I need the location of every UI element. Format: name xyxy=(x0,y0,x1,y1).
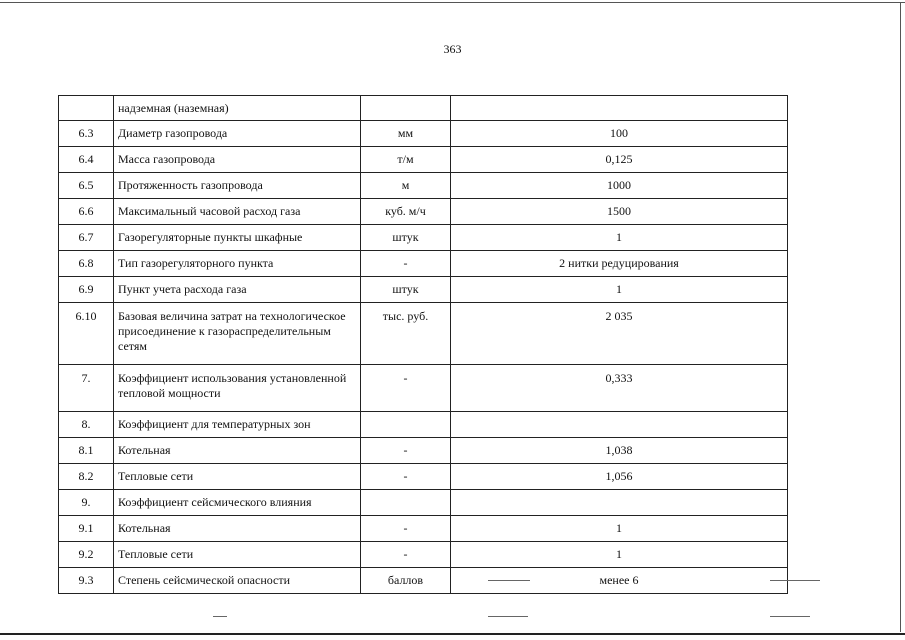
table-row xyxy=(59,225,788,251)
row-value: 1,056 xyxy=(451,464,788,490)
row-unit: тыс. руб. xyxy=(361,303,451,365)
row-value: 2 нитки редуцирования xyxy=(451,251,788,277)
row-unit: - xyxy=(361,464,451,490)
row-value: 100 xyxy=(451,121,788,147)
row-value xyxy=(451,96,788,121)
table-row xyxy=(59,303,788,365)
row-unit: м xyxy=(361,173,451,199)
row-value xyxy=(451,412,788,438)
row-name: Коэффициент для температурных зон xyxy=(114,412,361,438)
row-name: Протяженность газопровода xyxy=(114,173,361,199)
row-number: 6.10 xyxy=(59,303,114,365)
row-unit: - xyxy=(361,251,451,277)
row-name: Тип газорегуляторного пункта xyxy=(114,251,361,277)
table-row xyxy=(59,365,788,412)
table-row xyxy=(59,542,788,568)
row-unit: куб. м/ч xyxy=(361,199,451,225)
table-row xyxy=(59,121,788,147)
row-name: Коэффициент сейсмического влияния xyxy=(114,490,361,516)
row-number: 6.8 xyxy=(59,251,114,277)
page-top-edge xyxy=(0,2,905,3)
scan-mark xyxy=(488,580,530,581)
row-number: 9.3 xyxy=(59,568,114,594)
row-name: Котельная xyxy=(114,516,361,542)
row-name: Котельная xyxy=(114,438,361,464)
row-unit: баллов xyxy=(361,568,451,594)
row-number: 9. xyxy=(59,490,114,516)
row-name: Базовая величина затрат на технологическое присоединение к газораспределительным сетям xyxy=(114,303,361,365)
row-name: Тепловые сети xyxy=(114,464,361,490)
table-row xyxy=(59,199,788,225)
row-number: 8.1 xyxy=(59,438,114,464)
table-row xyxy=(59,490,788,516)
row-number: 7. xyxy=(59,365,114,412)
row-unit: - xyxy=(361,438,451,464)
row-unit xyxy=(361,490,451,516)
row-number: 8. xyxy=(59,412,114,438)
row-name: Максимальный часовой расход газа xyxy=(114,199,361,225)
table-row xyxy=(59,464,788,490)
row-name: надземная (наземная) xyxy=(114,96,361,121)
row-unit: - xyxy=(361,365,451,412)
row-value: 1000 xyxy=(451,173,788,199)
row-number xyxy=(59,96,114,121)
row-name: Степень сейсмической опасности xyxy=(114,568,361,594)
table-row xyxy=(59,173,788,199)
scan-mark xyxy=(213,616,227,617)
page-right-edge xyxy=(900,2,901,632)
row-value: 1,038 xyxy=(451,438,788,464)
row-number: 6.5 xyxy=(59,173,114,199)
scan-mark xyxy=(770,616,810,617)
row-unit: - xyxy=(361,516,451,542)
row-number: 6.9 xyxy=(59,277,114,303)
table-row xyxy=(59,147,788,173)
page-number: 363 xyxy=(443,42,462,56)
table-row xyxy=(59,568,788,594)
row-name: Коэффициент использования установленной тепловой мощности xyxy=(114,365,361,412)
table-row xyxy=(59,516,788,542)
row-unit xyxy=(361,412,451,438)
row-number: 6.6 xyxy=(59,199,114,225)
row-unit: т/м xyxy=(361,147,451,173)
table-row xyxy=(59,96,788,121)
row-value: 1 xyxy=(451,542,788,568)
scan-mark xyxy=(488,616,528,617)
row-name: Масса газопровода xyxy=(114,147,361,173)
row-unit: - xyxy=(361,542,451,568)
row-number: 8.2 xyxy=(59,464,114,490)
row-value: 0,333 xyxy=(451,365,788,412)
row-number: 9.1 xyxy=(59,516,114,542)
row-unit: мм xyxy=(361,121,451,147)
row-value: 2 035 xyxy=(451,303,788,365)
row-number: 6.3 xyxy=(59,121,114,147)
row-number: 9.2 xyxy=(59,542,114,568)
row-value: 1 xyxy=(451,516,788,542)
row-number: 6.4 xyxy=(59,147,114,173)
row-value: менее 6 xyxy=(451,568,788,594)
row-value: 1 xyxy=(451,225,788,251)
row-number: 6.7 xyxy=(59,225,114,251)
table-row xyxy=(59,412,788,438)
row-value: 1 xyxy=(451,277,788,303)
row-name: Тепловые сети xyxy=(114,542,361,568)
table-row xyxy=(59,251,788,277)
table-row xyxy=(59,277,788,303)
row-value: 0,125 xyxy=(451,147,788,173)
row-unit: штук xyxy=(361,277,451,303)
row-name: Диаметр газопровода xyxy=(114,121,361,147)
row-value: 1500 xyxy=(451,199,788,225)
row-name: Газорегуляторные пункты шкафные xyxy=(114,225,361,251)
row-value xyxy=(451,490,788,516)
row-unit: штук xyxy=(361,225,451,251)
scan-mark xyxy=(770,580,820,581)
row-name: Пункт учета расхода газа xyxy=(114,277,361,303)
page-bottom-edge xyxy=(0,633,905,635)
cost-parameters-table xyxy=(58,95,788,594)
table-row xyxy=(59,438,788,464)
row-unit xyxy=(361,96,451,121)
